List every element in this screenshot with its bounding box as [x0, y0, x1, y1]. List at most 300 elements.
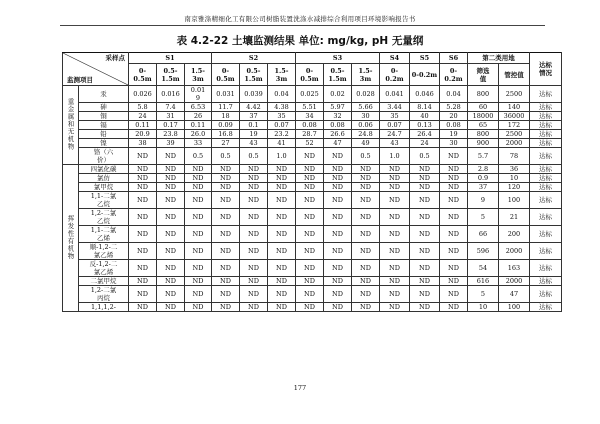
value-cell: 65	[468, 121, 499, 130]
value-cell: ND	[129, 260, 157, 277]
value-cell: ND	[410, 260, 440, 277]
value-cell: ND	[212, 165, 240, 174]
value-cell: ND	[185, 192, 212, 209]
value-cell: 10	[468, 303, 499, 312]
value-cell: 200	[499, 226, 530, 243]
value-cell: 36000	[499, 112, 530, 121]
value-cell: 26.6	[324, 130, 352, 139]
value-cell: ND	[440, 174, 468, 183]
value-cell: 0.025	[296, 86, 324, 103]
value-cell: 37	[240, 112, 268, 121]
value-cell: 39	[157, 139, 185, 148]
depth-header: 0- 0.5m	[129, 64, 157, 86]
value-cell: ND	[185, 277, 212, 286]
value-cell: ND	[212, 260, 240, 277]
compliance-cell: 达标	[530, 286, 562, 303]
value-cell: 0.08	[296, 121, 324, 130]
value-cell: ND	[157, 165, 185, 174]
value-cell: 37	[468, 183, 499, 192]
value-cell: ND	[440, 243, 468, 260]
value-cell: ND	[157, 183, 185, 192]
value-cell: ND	[410, 209, 440, 226]
group-header: S6	[440, 53, 468, 64]
corner-sampling-point: 采样点	[105, 54, 125, 62]
value-cell: ND	[440, 209, 468, 226]
value-cell: ND	[240, 243, 268, 260]
value-cell: ND	[352, 243, 380, 260]
value-cell: 33	[185, 139, 212, 148]
value-cell: ND	[352, 226, 380, 243]
item-name: 顺-1,2-二 氯乙烯	[79, 243, 129, 260]
value-cell: ND	[296, 165, 324, 174]
compliance-cell: 达标	[530, 139, 562, 148]
item-name: 铬（六 价）	[79, 148, 129, 165]
item-name: 1,1-二氯 乙烯	[79, 226, 129, 243]
value-cell: ND	[129, 286, 157, 303]
group-header: 第二类用地	[468, 53, 530, 64]
value-cell: 596	[468, 243, 499, 260]
compliance-cell: 达标	[530, 112, 562, 121]
table-row	[63, 226, 562, 243]
value-cell: 0.026	[129, 86, 157, 103]
depth-header: 0- 0.5m	[296, 64, 324, 86]
compliance-cell: 达标	[530, 303, 562, 312]
value-cell: 40	[410, 112, 440, 121]
depth-header: 1.5- 3m	[185, 64, 212, 86]
value-cell: ND	[410, 165, 440, 174]
depth-header: 0- 0.5m	[212, 64, 240, 86]
value-cell: ND	[296, 192, 324, 209]
value-cell: ND	[240, 277, 268, 286]
value-cell: 11.7	[212, 103, 240, 112]
value-cell: ND	[296, 260, 324, 277]
group-header: S4	[380, 53, 410, 64]
value-cell: ND	[410, 243, 440, 260]
value-cell: ND	[380, 174, 410, 183]
table-row	[63, 183, 562, 192]
value-cell: ND	[240, 209, 268, 226]
value-cell: ND	[440, 277, 468, 286]
compliance-cell: 达标	[530, 226, 562, 243]
table-row	[63, 139, 562, 148]
value-cell: 1.0	[380, 148, 410, 165]
value-cell: ND	[268, 192, 296, 209]
value-cell: 26	[185, 112, 212, 121]
value-cell: 35	[380, 112, 410, 121]
value-cell: 52	[296, 139, 324, 148]
value-cell: 21	[499, 209, 530, 226]
value-cell: 49	[352, 139, 380, 148]
depth-header: 0- 0.2m	[440, 64, 468, 86]
value-cell: 0.5	[240, 148, 268, 165]
value-cell: ND	[157, 226, 185, 243]
depth-header: 管控值	[499, 64, 530, 86]
value-cell: ND	[324, 286, 352, 303]
compliance-cell: 达标	[530, 103, 562, 112]
value-cell: 3.44	[380, 103, 410, 112]
value-cell: ND	[324, 243, 352, 260]
group-header: S2	[212, 53, 296, 64]
value-cell: 32	[324, 112, 352, 121]
depth-header: 0.5- 1.5m	[240, 64, 268, 86]
value-cell: ND	[240, 183, 268, 192]
value-cell: ND	[352, 303, 380, 312]
compliance-cell: 达标	[530, 148, 562, 165]
value-cell: ND	[352, 192, 380, 209]
value-cell: 0.5	[185, 148, 212, 165]
value-cell: 47	[499, 286, 530, 303]
value-cell: 20.9	[129, 130, 157, 139]
value-cell: 30	[440, 139, 468, 148]
item-name: 镍	[79, 139, 129, 148]
value-cell: ND	[296, 183, 324, 192]
item-name: 反-1,2-二 氯乙烯	[79, 260, 129, 277]
value-cell: 60	[468, 103, 499, 112]
value-cell: 23.2	[268, 130, 296, 139]
value-cell: 0.9	[468, 174, 499, 183]
value-cell: 0.046	[410, 86, 440, 103]
value-cell: ND	[268, 286, 296, 303]
value-cell: ND	[352, 277, 380, 286]
value-cell: ND	[240, 192, 268, 209]
value-cell: ND	[129, 209, 157, 226]
value-cell: 0.11	[129, 121, 157, 130]
value-cell: ND	[380, 277, 410, 286]
value-cell: ND	[324, 260, 352, 277]
value-cell: ND	[440, 286, 468, 303]
depth-header: 0- 0.2m	[380, 64, 410, 86]
value-cell: ND	[352, 183, 380, 192]
value-cell: ND	[380, 260, 410, 277]
value-cell: 34	[296, 112, 324, 121]
table-row	[63, 243, 562, 260]
value-cell: ND	[212, 174, 240, 183]
value-cell: 0.13	[410, 121, 440, 130]
item-name: 1,1,1,2-	[79, 303, 129, 312]
value-cell: ND	[185, 226, 212, 243]
value-cell: 23.8	[157, 130, 185, 139]
value-cell: 54	[468, 260, 499, 277]
value-cell: ND	[185, 183, 212, 192]
value-cell: ND	[240, 174, 268, 183]
value-cell: 0.04	[440, 86, 468, 103]
value-cell: ND	[268, 165, 296, 174]
value-cell: ND	[185, 165, 212, 174]
value-cell: 5	[468, 286, 499, 303]
value-cell: ND	[129, 148, 157, 165]
compliance-cell: 达标	[530, 130, 562, 139]
table-row	[63, 303, 562, 312]
table-row	[63, 192, 562, 209]
table-row	[63, 112, 562, 121]
value-cell: 0.17	[157, 121, 185, 130]
value-cell: ND	[352, 209, 380, 226]
value-cell: 24.7	[380, 130, 410, 139]
value-cell: ND	[440, 303, 468, 312]
section-vocs	[63, 165, 79, 312]
value-cell: ND	[212, 303, 240, 312]
value-cell: ND	[296, 277, 324, 286]
item-name: 铅	[79, 130, 129, 139]
depth-header: 1.5- 3m	[352, 64, 380, 86]
value-cell: 172	[499, 121, 530, 130]
value-cell: ND	[240, 226, 268, 243]
value-cell: 0.09	[212, 121, 240, 130]
depth-header: 0.5- 1.5m	[324, 64, 352, 86]
compliance-cell: 达标	[530, 121, 562, 130]
table-row	[63, 286, 562, 303]
value-cell: 0.5	[212, 148, 240, 165]
value-cell: 24	[410, 139, 440, 148]
value-cell: ND	[129, 192, 157, 209]
value-cell: 120	[499, 183, 530, 192]
table-row	[63, 174, 562, 183]
value-cell: 66	[468, 226, 499, 243]
value-cell: ND	[296, 303, 324, 312]
value-cell: 10	[499, 174, 530, 183]
value-cell: 0.04	[268, 86, 296, 103]
value-cell: 30	[352, 112, 380, 121]
value-cell: ND	[380, 183, 410, 192]
item-name: 氯甲烷	[79, 183, 129, 192]
value-cell: ND	[296, 243, 324, 260]
value-cell: 2500	[499, 86, 530, 103]
value-cell: 0.01 9	[185, 86, 212, 103]
value-cell: ND	[240, 165, 268, 174]
table-row	[63, 277, 562, 286]
value-cell: 6.53	[185, 103, 212, 112]
value-cell: ND	[185, 303, 212, 312]
depth-header: 1.5- 3m	[268, 64, 296, 86]
value-cell: 0.016	[157, 86, 185, 103]
depth-header: 0.5- 1.5m	[157, 64, 185, 86]
item-name: 铜	[79, 112, 129, 121]
value-cell: 35	[268, 112, 296, 121]
compliance-cell: 达标	[530, 174, 562, 183]
value-cell: ND	[157, 260, 185, 277]
value-cell: ND	[212, 277, 240, 286]
value-cell: ND	[380, 165, 410, 174]
value-cell: ND	[410, 192, 440, 209]
value-cell: 163	[499, 260, 530, 277]
value-cell: 19	[440, 130, 468, 139]
value-cell: ND	[352, 165, 380, 174]
value-cell: ND	[410, 286, 440, 303]
value-cell: 43	[240, 139, 268, 148]
value-cell: 5.8	[129, 103, 157, 112]
value-cell: 0.028	[352, 86, 380, 103]
compliance-cell: 达标	[530, 183, 562, 192]
value-cell: ND	[324, 192, 352, 209]
value-cell: ND	[440, 192, 468, 209]
value-cell: 28.7	[296, 130, 324, 139]
value-cell: 78	[499, 148, 530, 165]
value-cell: 5.66	[352, 103, 380, 112]
value-cell: ND	[212, 243, 240, 260]
value-cell: ND	[185, 286, 212, 303]
section-heavy-metals	[63, 86, 79, 165]
value-cell: 140	[499, 103, 530, 112]
value-cell: ND	[185, 260, 212, 277]
value-cell: 2000	[499, 139, 530, 148]
value-cell: 0.5	[410, 148, 440, 165]
value-cell: ND	[157, 303, 185, 312]
value-cell: ND	[212, 183, 240, 192]
compliance-cell: 达标	[530, 165, 562, 174]
value-cell: ND	[212, 209, 240, 226]
value-cell: ND	[129, 226, 157, 243]
group-header: S1	[129, 53, 212, 64]
value-cell: ND	[324, 174, 352, 183]
value-cell: 2000	[499, 277, 530, 286]
depth-header: 0-0.2m	[410, 64, 440, 86]
value-cell: ND	[129, 277, 157, 286]
table-row	[63, 86, 562, 103]
value-cell: 0.11	[185, 121, 212, 130]
value-cell: 27	[212, 139, 240, 148]
value-cell: ND	[380, 243, 410, 260]
value-cell: ND	[380, 192, 410, 209]
value-cell: 0.031	[212, 86, 240, 103]
value-cell: ND	[324, 226, 352, 243]
table-row	[63, 130, 562, 139]
value-cell: 8.14	[410, 103, 440, 112]
value-cell: ND	[212, 286, 240, 303]
value-cell: ND	[352, 286, 380, 303]
value-cell: ND	[380, 209, 410, 226]
value-cell: ND	[129, 174, 157, 183]
value-cell: 26.4	[410, 130, 440, 139]
value-cell: ND	[296, 226, 324, 243]
value-cell: 0.02	[324, 86, 352, 103]
value-cell: ND	[296, 286, 324, 303]
value-cell: 9	[468, 192, 499, 209]
value-cell: 0.1	[240, 121, 268, 130]
value-cell: 4.42	[240, 103, 268, 112]
value-cell: ND	[157, 277, 185, 286]
value-cell: ND	[296, 209, 324, 226]
value-cell: 0.06	[352, 121, 380, 130]
value-cell: ND	[129, 165, 157, 174]
value-cell: ND	[380, 226, 410, 243]
value-cell: ND	[324, 183, 352, 192]
value-cell: ND	[324, 277, 352, 286]
item-name: 1,2-二氯 乙烷	[79, 209, 129, 226]
value-cell: ND	[268, 260, 296, 277]
table-row	[63, 103, 562, 112]
item-name: 氯仿	[79, 174, 129, 183]
value-cell: ND	[410, 277, 440, 286]
value-cell: ND	[380, 286, 410, 303]
item-name: 砷	[79, 103, 129, 112]
value-cell: ND	[324, 209, 352, 226]
value-cell: 5	[468, 209, 499, 226]
value-cell: 0.07	[380, 121, 410, 130]
compliance-cell: 达标	[530, 192, 562, 209]
value-cell: ND	[296, 148, 324, 165]
value-cell: ND	[268, 183, 296, 192]
value-cell: 18000	[468, 112, 499, 121]
table-row	[63, 209, 562, 226]
value-cell: 1.0	[268, 148, 296, 165]
value-cell: 4.38	[268, 103, 296, 112]
value-cell: 26.0	[185, 130, 212, 139]
value-cell: ND	[129, 183, 157, 192]
value-cell: 100	[499, 303, 530, 312]
table-row	[63, 165, 562, 174]
value-cell: ND	[352, 260, 380, 277]
value-cell: 31	[157, 112, 185, 121]
corner-monitoring-item: 监测项目	[67, 76, 93, 84]
value-cell: 0.5	[352, 148, 380, 165]
value-cell: ND	[240, 286, 268, 303]
value-cell: 38	[129, 139, 157, 148]
value-cell: ND	[324, 148, 352, 165]
item-name: 1,1-二氯 乙烷	[79, 192, 129, 209]
value-cell: ND	[324, 165, 352, 174]
value-cell: ND	[268, 226, 296, 243]
value-cell: ND	[240, 260, 268, 277]
value-cell: ND	[440, 226, 468, 243]
value-cell: ND	[157, 243, 185, 260]
value-cell: 800	[468, 130, 499, 139]
table-row	[63, 121, 562, 130]
table-row	[63, 148, 562, 165]
value-cell: 0.07	[268, 121, 296, 130]
value-cell: ND	[410, 183, 440, 192]
item-name: 1,2-二氯 丙烷	[79, 286, 129, 303]
value-cell: 41	[268, 139, 296, 148]
value-cell: ND	[296, 174, 324, 183]
compliance-header: 达标 情况	[530, 53, 562, 86]
value-cell: ND	[157, 174, 185, 183]
soil-monitoring-table	[62, 52, 562, 312]
item-name: 汞	[79, 86, 129, 103]
value-cell: ND	[352, 174, 380, 183]
corner-header	[63, 53, 129, 86]
value-cell: 5.51	[296, 103, 324, 112]
depth-header: 筛选 值	[468, 64, 499, 86]
table-row	[63, 260, 562, 277]
value-cell: 47	[324, 139, 352, 148]
value-cell: 19	[240, 130, 268, 139]
value-cell: 24	[129, 112, 157, 121]
value-cell: 5.7	[468, 148, 499, 165]
value-cell: ND	[410, 226, 440, 243]
value-cell: 20	[440, 112, 468, 121]
value-cell: ND	[268, 243, 296, 260]
value-cell: 2.8	[468, 165, 499, 174]
item-name: 二氯甲烷	[79, 277, 129, 286]
value-cell: ND	[410, 174, 440, 183]
compliance-cell: 达标	[530, 277, 562, 286]
value-cell: 2500	[499, 130, 530, 139]
table-caption: 表 4.2-22 土壤监测结果 单位: mg/kg, pH 无量纲	[176, 35, 424, 47]
value-cell: 18	[212, 112, 240, 121]
value-cell: ND	[380, 303, 410, 312]
value-cell: ND	[268, 277, 296, 286]
running-header: 南京雅涤精细化工有限公司树脂装置洗涤水减排综合利用项目环境影响报告书	[184, 15, 416, 23]
value-cell: ND	[440, 148, 468, 165]
value-cell: ND	[324, 303, 352, 312]
value-cell: 16.8	[212, 130, 240, 139]
value-cell: ND	[268, 174, 296, 183]
value-cell: 5.28	[440, 103, 468, 112]
value-cell: 100	[499, 192, 530, 209]
item-name: 四氯化碳	[79, 165, 129, 174]
value-cell: ND	[157, 209, 185, 226]
value-cell: ND	[157, 286, 185, 303]
